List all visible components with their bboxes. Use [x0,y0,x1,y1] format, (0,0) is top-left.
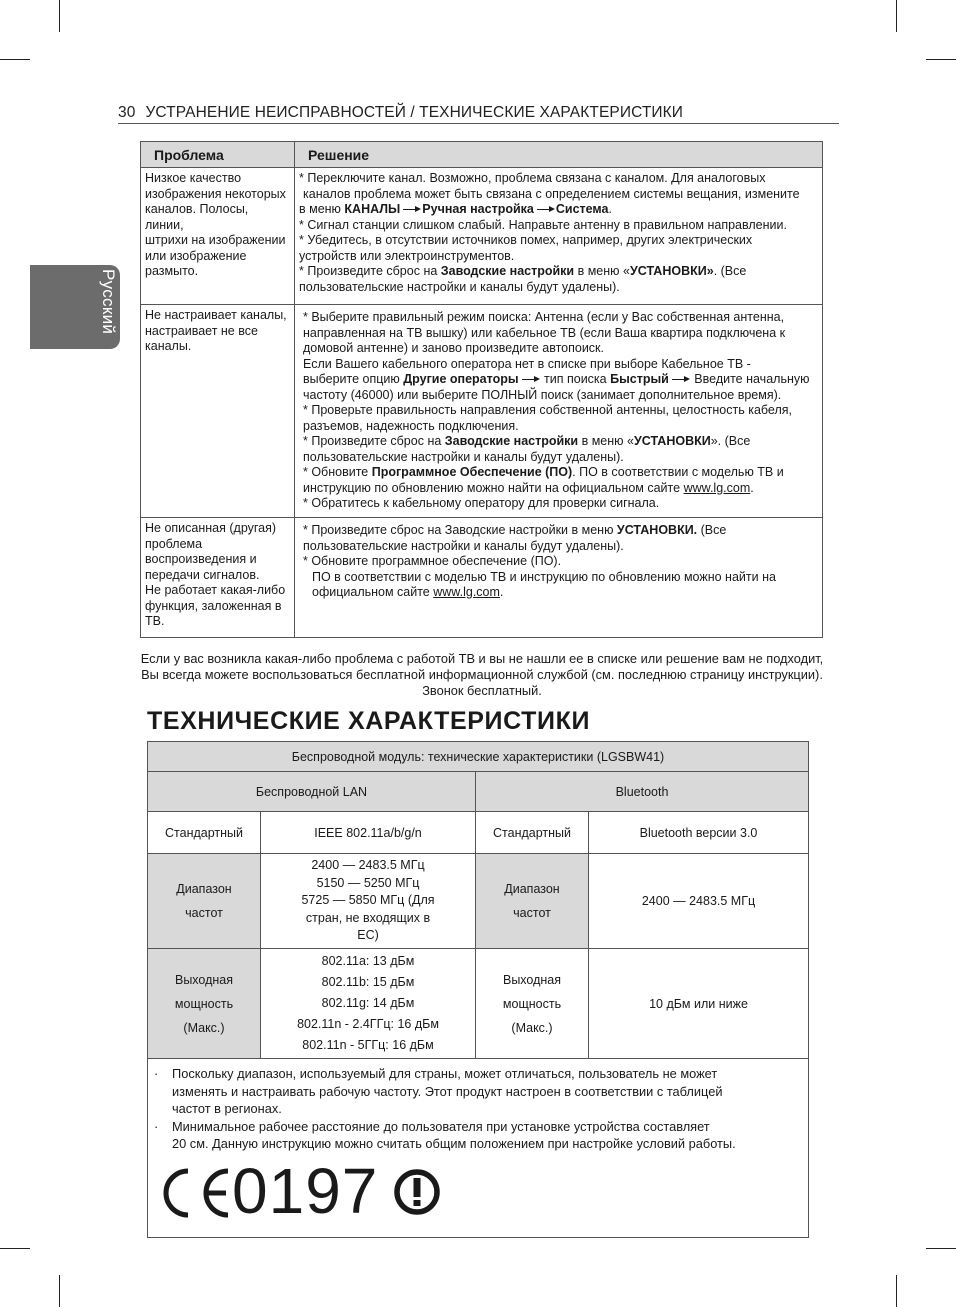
solution-line: * Переключите канал. Возможно, проблема связана с каналом. Для аналоговых [299,171,766,185]
language-tab-label: Русский [99,269,118,335]
lg-website-link[interactable]: www.lg.com [683,480,751,495]
solution-line [299,264,818,280]
problem-line: Не настраивает каналы, [145,308,287,322]
bluetooth-power: 10 дБм или ниже [589,949,809,1059]
crop-mark [926,1248,956,1249]
wlan-frequency-line: стран, не входящих в [305,910,431,925]
solution-line: домовой антенне) и заново произведите автопоиск. [303,341,605,355]
wlan-frequency-line: 5725 — 5850 МГц (Для [301,893,435,908]
problem-cell [141,168,295,305]
problem-line: функция, заложенная в [145,598,282,613]
problem-line: каналов. Полосы, линии, [145,202,249,232]
solution-line: разъемов, надежность подключения. [303,418,519,433]
wlan-power-line: 802.11g: 14 дБм [321,996,415,1010]
menu-item: УСТАНОВКИ [633,434,711,448]
column-header-problem: Проблема [141,142,295,168]
text: (Все [697,523,727,537]
crop-mark [926,59,956,60]
text: инструкцию по обновлению можно найти на официальном сайте [303,480,684,495]
ce-mark-icon [156,1163,232,1223]
menu-item: Быстрый [610,372,669,386]
specs-notes [148,1059,809,1238]
solution-line [303,465,818,481]
text: в меню [299,202,345,216]
menu-item: Заводские настройки [444,434,579,448]
problem-line: передачи сигналов. [145,567,260,582]
menu-path-item: Ручная настройка [422,202,534,216]
note-line: 20 см. Данную инструкцию можно считать общим положением при настройке условий работы. [172,1136,736,1151]
text: тип поиска [540,372,611,386]
standard-label: Стандартный [148,812,261,854]
solution-line [303,372,818,388]
wlan-power-line: 802.11a: 13 дБм [321,954,415,968]
menu-item: Заводские настройки [440,264,575,278]
table-row [148,742,809,772]
support-note-line: Вы всегда можете воспользоваться бесплатной информационной службой (см. последнюю страницу инструкции). [141,667,823,682]
bluetooth-frequency: 2400 — 2483.5 МГц [589,854,809,949]
problem-line: воспроизведения и [145,552,257,566]
bluetooth-standard: Bluetooth версии 3.0 [589,812,809,854]
text: . ПО в соответствии с моделью ТВ и [572,465,784,479]
crop-mark [59,0,60,32]
support-note-line: Звонок бесплатный. [422,683,542,698]
wlan-header: Беспроводной LAN [148,772,476,812]
wlan-power-line: 802.11b: 15 дБм [321,975,415,989]
page-title: УСТРАНЕНИЕ НЕИСПРАВНОСТЕЙ / ТЕХНИЧЕСКИЕ ХАРАКТЕРИСТИКИ [145,104,684,121]
crop-mark [59,1275,60,1307]
frequency-label-line: Диапазон [504,882,560,896]
menu-item: Программное Обеспечение (ПО) [371,465,573,479]
crop-mark [0,59,30,60]
page-number: 30 [118,104,136,121]
wlan-frequency [261,854,476,949]
problem-line: Не работает какая-либо [145,583,286,597]
text: . [750,480,754,495]
solution-line [303,523,818,539]
troubleshooting-table [140,141,823,638]
crop-mark [0,1248,30,1249]
solution-line: * Убедитесь, в отсутствии источников помех, например, других электрических [299,233,753,247]
menu-item: УСТАНОВКИ. [616,523,698,537]
solution-cell [295,305,823,518]
standard-label: Стандартный [476,812,589,854]
wlan-frequency-line: 2400 — 2483.5 МГц [311,858,425,873]
text: официальном сайте [312,585,434,599]
text: * Произведите сброс на [303,434,445,448]
arrow-right-icon [672,379,688,381]
column-header-solution: Решение [295,142,823,168]
solution-line [303,481,818,497]
power-label-line: мощность [174,996,234,1011]
solution-line [303,585,818,601]
solution-line: ПО в соответствии с моделью ТВ и инструкцию по обновлению можно найти на [312,569,776,584]
solution-line: * Обратитесь к кабельному оператору для проверки сигнала. [303,496,660,510]
note-line: частот в регионах. [172,1101,282,1116]
power-label [148,949,261,1059]
bullet-icon: · [154,1118,159,1134]
problem-line: Низкое качество [145,171,242,185]
specs-table [147,741,809,1238]
solution-line: Если Вашего кабельного оператора нет в списке при выборе Кабельное ТВ - [303,356,751,371]
wlan-power-line: 802.11n - 5ГГц: 16 дБм [302,1038,434,1052]
problem-line: Не описанная (другая) [145,521,277,535]
problem-line: размыто. [145,264,199,278]
frequency-label-line: частот [513,906,551,920]
solution-cell [295,168,823,305]
text: * Произведите сброс на Заводские настройки в меню [303,523,617,537]
solution-cell [295,518,823,638]
list-item [154,1118,798,1153]
menu-item: УСТАНОВКИ» [629,264,714,278]
text: . [499,585,504,599]
arrow-right-icon [537,209,553,211]
note-line: Минимальное рабочее расстояние до пользователя при установке устройства составляет [172,1118,710,1134]
table-row [141,168,823,305]
arrow-right-icon [403,209,419,211]
solution-line: частоту (46000) или выберите ПОЛНЫЙ поиск (занимает дополнительное время). [303,387,782,402]
page-header [118,104,683,122]
solution-line: * Выберите правильный режим поиска: Антенна (если у Вас собственная антенна, [303,310,785,324]
problem-line: штрихи на изображении [145,233,286,247]
header-divider [118,123,839,124]
menu-path-item: КАНАЛЫ [344,202,401,216]
power-label-line: (Макс.) [511,1020,553,1035]
section-title: ТЕХНИЧЕСКИЕ ХАРАКТЕРИСТИКИ [147,707,591,735]
table-row [148,949,809,1059]
wlan-frequency-line: ЕС) [357,928,379,943]
support-note [132,651,832,699]
text: . (Все [713,264,747,278]
list-item [154,1065,798,1118]
certification-marks [154,1154,798,1237]
problem-line: или изображение [145,248,247,263]
power-label-line: Выходная [502,972,562,987]
specs-table-title: Беспроводной модуль: технические характеристики (LGSBW41) [148,742,809,772]
support-note-line: Если у вас возникла какая-либо проблема с работой ТВ и вы не нашли ее в списке или решение вам не подходит, [140,651,824,666]
table-row [148,772,809,812]
problem-line: ТВ. [145,614,165,628]
solution-line: пользовательские настройки и каналы будут удалены). [299,279,620,294]
table-header-row [141,142,823,168]
table-row [148,854,809,949]
arrow-right-icon [522,379,538,381]
solution-line [299,202,818,218]
table-row [141,518,823,638]
bullet-icon: · [154,1066,159,1081]
text: * Произведите сброс на [299,264,441,278]
problem-cell [141,518,295,638]
frequency-label [148,854,261,949]
note-line: Поскольку диапазон, используемый для страны, может отличаться, пользователь не может [172,1066,718,1081]
text: . [608,202,612,216]
menu-item: Другие операторы [403,372,519,386]
lg-website-link[interactable]: www.lg.com [433,585,500,599]
text: в меню « [574,264,630,278]
problem-line: настраивает не все [145,323,258,338]
solution-line: * Обновите программное обеспечение (ПО). [303,554,562,568]
menu-path-item: Система [555,202,609,216]
power-label-line: Выходная [174,972,234,987]
language-tab [30,265,120,349]
crop-mark [896,1275,897,1307]
crop-mark [896,0,897,32]
bluetooth-header: Bluetooth [476,772,809,812]
power-label-line: (Макс.) [183,1020,225,1035]
frequency-label [476,854,589,949]
wlan-power [261,949,476,1059]
note-line: изменять и настраивать рабочую частоту. Этот продукт настроен в соответствии с таблицей [172,1083,723,1099]
problem-line: изображения некоторых [145,186,286,201]
text: * Обновите [303,465,372,479]
solution-line [303,434,818,450]
power-label [476,949,589,1059]
solution-line: пользовательские настройки и каналы будут удалены). [303,538,624,553]
solution-line: * Сигнал станции слишком слабый. Направьте антенну в правильном направлении. [299,217,787,232]
text: в меню « [578,434,634,448]
wlan-standard: IEEE 802.11a/b/g/n [261,812,476,854]
table-row [141,305,823,518]
problem-line: проблема [145,536,203,551]
table-row [148,1059,809,1238]
wlan-frequency-line: 5150 — 5250 МГц [316,875,420,890]
solution-line: устройств или электроинструментов. [299,248,515,263]
frequency-label-line: частот [185,906,223,920]
text: ». (Все [710,434,751,448]
alert-icon [392,1167,442,1217]
solution-line: * Проверьте правильность направления собственной антенны, целостность кабеля, [303,403,792,417]
solution-line: направленная на ТВ вышку) или кабельное ТВ (если Ваша квартира подключена к [303,325,786,340]
notified-body-number: 0197 [232,1154,379,1227]
text: Введите начальную [690,372,810,386]
problem-line: каналы. [145,339,192,353]
text: выберите опцию [303,372,404,386]
problem-cell [141,305,295,518]
frequency-label-line: Диапазон [176,882,232,896]
table-row [148,812,809,854]
solution-line: пользовательские настройки и каналы будут удалены). [303,449,624,464]
power-label-line: мощность [502,996,562,1011]
wlan-power-line: 802.11n - 2.4ГГц: 16 дБм [297,1017,439,1031]
solution-line: каналов проблема может быть связана с определением системы вещания, измените [303,186,800,201]
